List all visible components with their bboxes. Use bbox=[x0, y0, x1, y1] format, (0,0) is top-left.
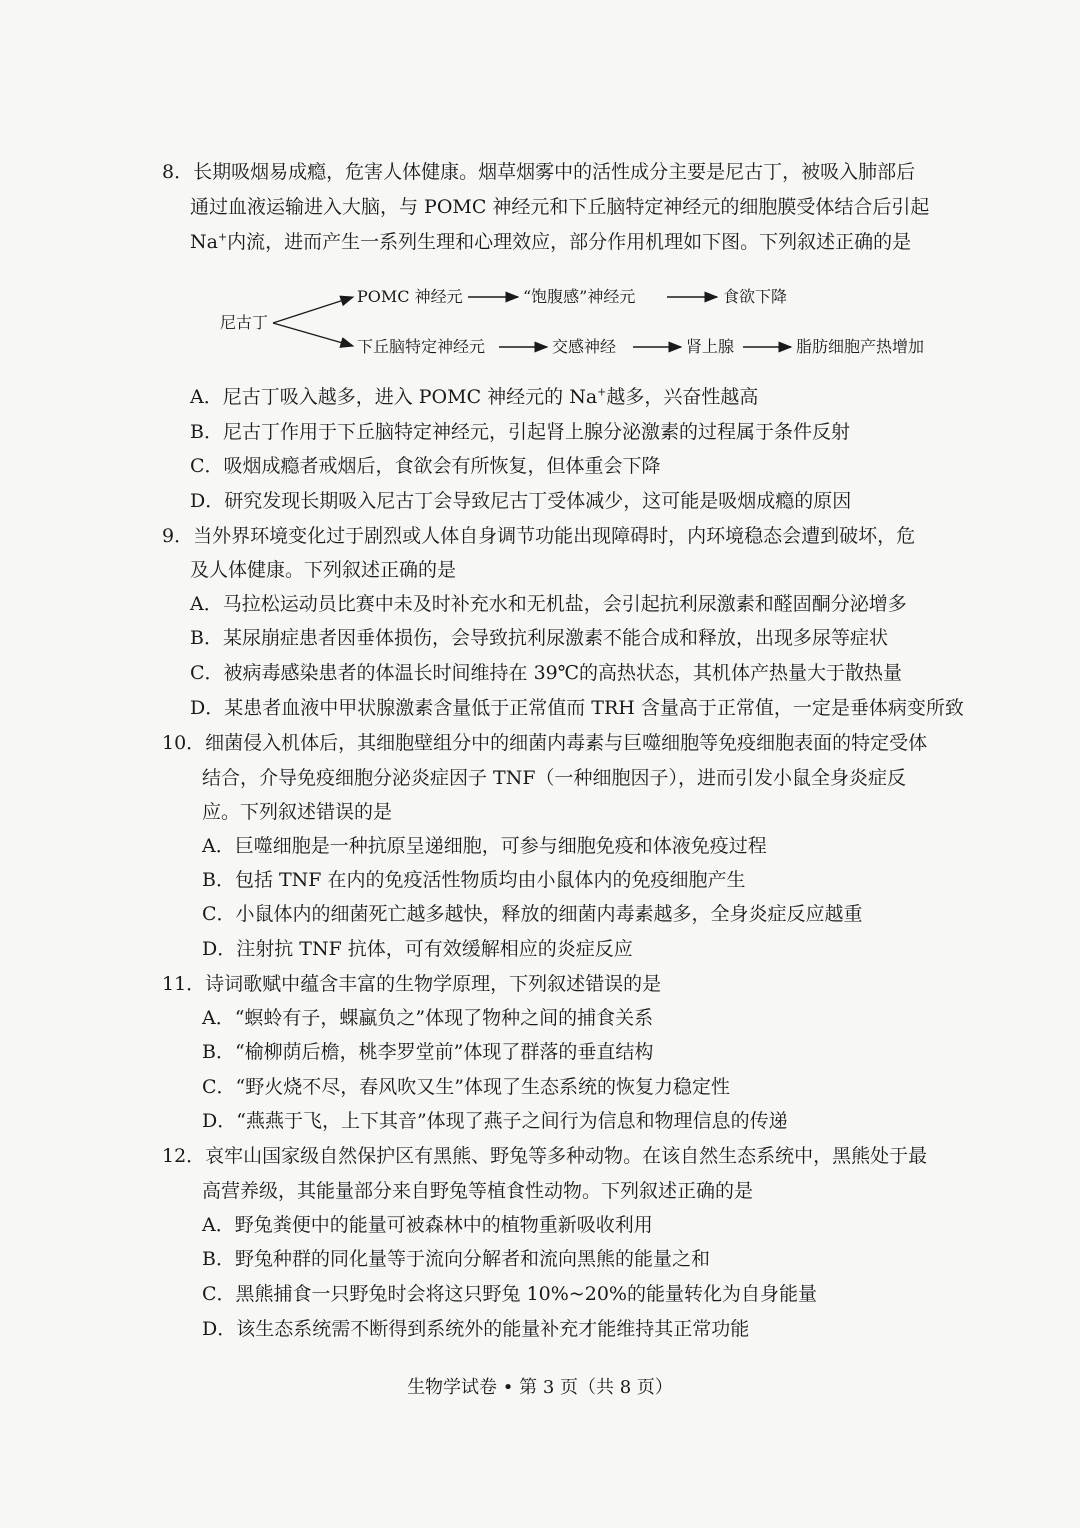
q9-option-d: D．某患者血液中甲状腺激素含量低于正常值而 TRH 含量高于正常值，一定是垂体病变所致 bbox=[190, 697, 964, 719]
q12-option-c: C．黑熊捕食一只野兔时会将这只野兔 10%~20%的能量转化为自身能量 bbox=[202, 1283, 817, 1305]
q8-stem-line3-text: 内流，进而产生一系列生理和心理效应，部分作用机理如下图。下列叙述正确的是 bbox=[227, 231, 912, 253]
q10-option-a: A．巨噬细胞是一种抗原呈递细胞，可参与细胞免疫和体液免疫过程 bbox=[202, 835, 767, 857]
q9-option-a: A．马拉松运动员比赛中未及时补充水和无机盐，会引起抗利尿激素和醛固酮分泌增多 bbox=[190, 593, 907, 615]
diagram-satiety-neuron: “饱腹感”神经元 bbox=[523, 287, 636, 306]
q10-option-d: D．注射抗 TNF 抗体，可有效缓解相应的炎症反应 bbox=[202, 938, 633, 960]
q8-stem-line3 bbox=[190, 228, 911, 256]
q8-option-d: D．研究发现长期吸入尼古丁会导致尼古丁受体减少，这可能是吸烟成瘾的原因 bbox=[190, 490, 852, 512]
q8-option-a: A．尼古丁吸入越多，进入 POMC 神经元的 Na+越多，兴奋性越高 bbox=[190, 385, 759, 408]
q11-option-a: A．“螟蛉有子，蜾蠃负之”体现了物种之间的捕食关系 bbox=[202, 1007, 654, 1029]
page-footer: 生物学试卷 • 第 3 页（共 8 页） bbox=[407, 1377, 673, 1398]
q12-stem-line2: 高营养级，其能量部分来自野兔等植食性动物。下列叙述正确的是 bbox=[202, 1180, 754, 1202]
q9-option-c: C．被病毒感染患者的体温长时间维持在 39℃的高热状态，其机体产热量大于散热量 bbox=[190, 662, 903, 684]
q11-option-b: B．“榆柳荫后檐，桃李罗堂前”体现了群落的垂直结构 bbox=[202, 1041, 654, 1063]
q12-option-b: B．野兔种群的同化量等于流向分解者和流向黑熊的能量之和 bbox=[202, 1248, 710, 1270]
arrow-root-to-hypothalamus bbox=[273, 323, 353, 346]
diagram-sympathetic-nerve: 交感神经 bbox=[552, 337, 617, 356]
q10-option-c: C．小鼠体内的细菌死亡越多越快，释放的细菌内毒素越多，全身炎症反应越重 bbox=[202, 903, 863, 925]
arrow-root-to-pomc bbox=[273, 297, 353, 323]
diagram-hypothalamus-neuron: 下丘脑特定神经元 bbox=[357, 337, 486, 356]
q11-stem: 11．诗词歌赋中蕴含丰富的生物学原理，下列叙述错误的是 bbox=[162, 973, 662, 995]
q8-na-symbol: Na bbox=[190, 231, 218, 253]
q8-stem-line1: 8．长期吸烟易成瘾，危害人体健康。烟草烟雾中的活性成分主要是尼古丁，被吸入肺部后 bbox=[162, 161, 916, 183]
diagram-adrenal-gland: 肾上腺 bbox=[686, 337, 735, 356]
q10-stem-line1: 10．细菌侵入机体后，其细胞壁组分中的细菌内毒素与巨噬细胞等免疫细胞表面的特定受体 bbox=[162, 732, 928, 754]
q9-stem-line2: 及人体健康。下列叙述正确的是 bbox=[190, 559, 457, 581]
diagram-appetite-decrease: 食欲下降 bbox=[723, 287, 788, 306]
q10-option-b: B．包括 TNF 在内的免疫活性物质均由小鼠体内的免疫细胞产生 bbox=[202, 869, 746, 891]
q11-option-c: C．“野火烧不尽，春风吹又生”体现了生态系统的恢复力稳定性 bbox=[202, 1076, 730, 1098]
q10-stem-line3: 应。下列叙述错误的是 bbox=[202, 801, 393, 823]
q8-option-c: C．吸烟成瘾者戒烟后，食欲会有所恢复，但体重会下降 bbox=[190, 455, 661, 477]
q9-option-b: B．某尿崩症患者因垂体损伤，会导致抗利尿激素不能合成和释放，出现多尿等症状 bbox=[190, 627, 888, 649]
q10-stem-line2: 结合，介导免疫细胞分泌炎症因子 TNF（一种细胞因子），进而引发小鼠全身炎症反 bbox=[202, 767, 907, 789]
diagram-root-nicotine: 尼古丁 bbox=[220, 313, 269, 332]
q12-stem-line1: 12．哀牢山国家级自然保护区有黑熊、野兔等多种动物。在该自然生态系统中，黑熊处于最 bbox=[162, 1145, 928, 1167]
diagram-pomc-neuron: POMC 神经元 bbox=[357, 287, 463, 306]
q9-stem-line1: 9．当外界环境变化过于剧烈或人体自身调节功能出现障碍时，内环境稳态会遭到破坏，危 bbox=[162, 525, 916, 547]
nicotine-mechanism-diagram bbox=[215, 278, 975, 368]
q8-na-charge: + bbox=[217, 230, 228, 244]
q12-option-a: A．野兔粪便中的能量可被森林中的植物重新吸收利用 bbox=[202, 1214, 653, 1236]
q8-option-b: B．尼古丁作用于下丘脑特定神经元，引起肾上腺分泌激素的过程属于条件反射 bbox=[190, 421, 850, 443]
q8-stem-line2: 通过血液运输进入大脑，与 POMC 神经元和下丘脑特定神经元的细胞膜受体结合后引起 bbox=[190, 196, 930, 218]
diagram-fat-cell-heat: 脂肪细胞产热增加 bbox=[796, 337, 925, 356]
q12-option-d: D．该生态系统需不断得到系统外的能量补充才能维持其正常功能 bbox=[202, 1318, 750, 1340]
q11-option-d: D．“燕燕于飞，上下其音”体现了燕子之间行为信息和物理信息的传递 bbox=[202, 1110, 788, 1132]
